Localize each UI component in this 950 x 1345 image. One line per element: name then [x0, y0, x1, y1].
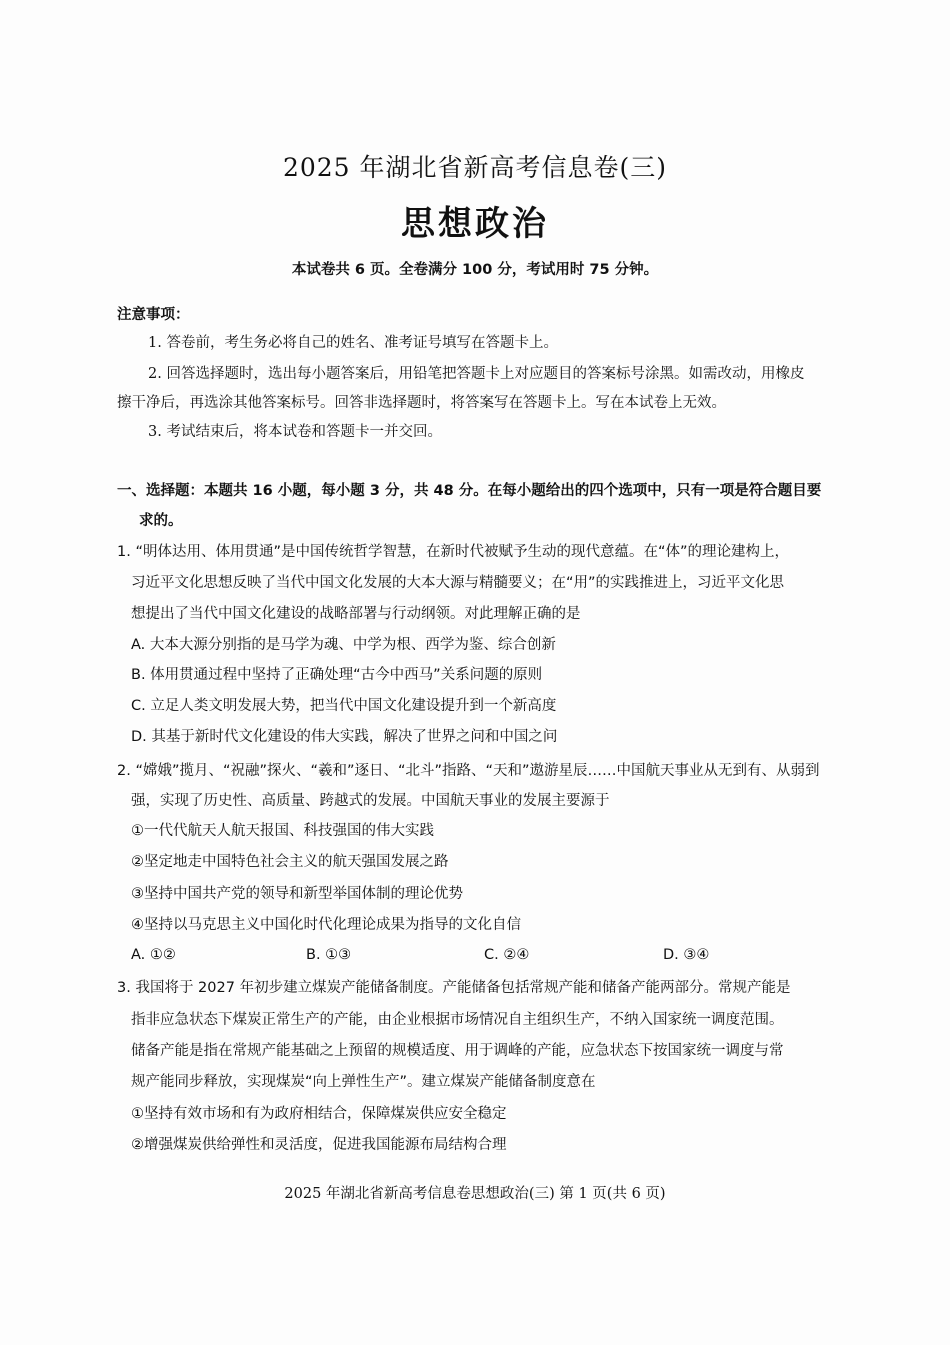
note-item-2-line-1: 2. 回答选择题时，选出每小题答案后，用铅笔把答题卡上对应题目的答案标号涂黑。如需改动，用橡皮 [148, 366, 805, 382]
q2-stem-line-2: 强，实现了历史性、高质量、跨越式的发展。中国航天事业的发展主要源于 [131, 793, 610, 809]
q1-stem-line-2: 习近平文化思想反映了当代中国文化发展的大本大源与精髓要义；在“用”的实践推进上，习近平文化思 [131, 575, 785, 591]
q2-choice-b: B. ①③ [306, 947, 352, 963]
q1-option-a: A. 大本大源分别指的是马学为魂、中学为根、西学为鉴、综合创新 [131, 637, 556, 653]
exam-info: 本试卷共 6 页。全卷满分 100 分，考试用时 75 分钟。 [291, 262, 659, 278]
q2-item-1: ①一代代航天人航天报国、科技强国的伟大实践 [131, 823, 434, 839]
q2-item-4: ④坚持以马克思主义中国化时代化理论成果为指导的文化自信 [131, 917, 521, 933]
q2-choice-a: A. ①② [131, 947, 176, 963]
note-item-2-line-2: 擦干净后，再选涂其他答案标号。回答非选择题时，将答案写在答题卡上。写在本试卷上无效。 [117, 395, 726, 411]
q1-option-c: C. 立足人类文明发展大势，把当代中国文化建设提升到一个新高度 [131, 698, 557, 714]
q2-stem-line-1: 2. “嫦娥”揽月、“祝融”探火、“羲和”逐日、“北斗”指路、“天和”遨游星辰……中国航天事业从无到有、从弱到 [117, 763, 820, 779]
note-item-3: 3. 考试结束后，将本试卷和答题卡一并交回。 [148, 424, 442, 440]
q3-stem-line-2: 指非应急状态下煤炭正常生产的产能，由企业根据市场情况自主组织生产，不纳入国家统一调度范围。 [131, 1012, 784, 1028]
notes-heading: 注意事项： [117, 307, 190, 323]
q1-option-d: D. 其基于新时代文化建设的伟大实践，解决了世界之问和中国之问 [131, 729, 558, 745]
q1-option-b: B. 体用贯通过程中坚持了正确处理“古今中西马”关系问题的原则 [131, 667, 543, 683]
q3-stem-line-4: 规产能同步释放，实现煤炭“向上弹性生产”。建立煤炭产能储备制度意在 [131, 1074, 596, 1090]
subject-title: 思想政治 [401, 204, 549, 244]
q3-stem-line-1: 3. 我国将于 2027 年初步建立煤炭产能储备制度。产能储备包括常规产能和储备产能两部分。常规产能是 [117, 980, 791, 996]
q3-stem-line-3: 储备产能是指在常规产能基础之上预留的规模适度、用于调峰的产能，应急状态下按国家统一调度与常 [131, 1043, 784, 1059]
q3-item-1: ①坚持有效市场和有为政府相结合，保障煤炭供应安全稳定 [131, 1106, 507, 1122]
q2-choice-c: C. ②④ [484, 947, 530, 963]
q2-choice-d: D. ③④ [663, 947, 710, 963]
q3-item-2: ②增强煤炭供给弹性和灵活度，促进我国能源布局结构合理 [131, 1137, 507, 1153]
q1-stem-line-1: 1. “明体达用、体用贯通”是中国传统哲学智慧，在新时代被赋予生动的现代意蕴。在“体”的理论建构上， [117, 544, 789, 560]
page-footer: 2025 年湖北省新高考信息卷思想政治(三) 第 1 页(共 6 页) [284, 1186, 666, 1202]
section-heading-line-2: 求的。 [139, 513, 183, 529]
q2-item-3: ③坚持中国共产党的领导和新型举国体制的理论优势 [131, 886, 463, 902]
exam-title: 2025 年湖北省新高考信息卷(三) [282, 153, 668, 182]
section-heading-line-1: 一、选择题：本题共 16 小题，每小题 3 分，共 48 分。在每小题给出的四个选项中，只有一项是符合题目要 [117, 483, 822, 499]
note-item-1: 1. 答卷前，考生务必将自己的姓名、准考证号填写在答题卡上。 [148, 335, 558, 351]
q1-stem-line-3: 想提出了当代中国文化建设的战略部署与行动纲领。对此理解正确的是 [131, 606, 581, 622]
q2-item-2: ②坚定地走中国特色社会主义的航天强国发展之路 [131, 854, 449, 870]
